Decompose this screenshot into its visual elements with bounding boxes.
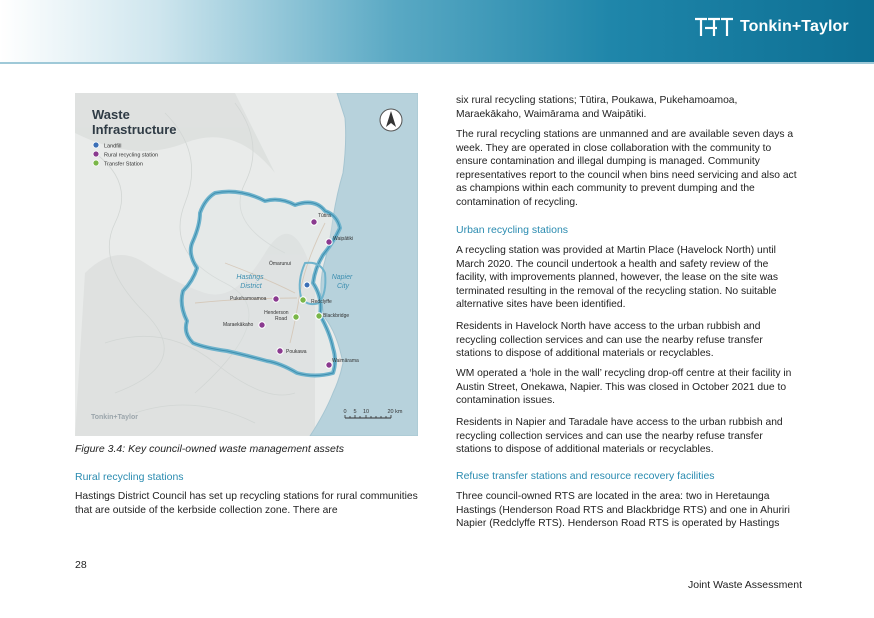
waste-infrastructure-map <box>75 93 418 436</box>
marker-tutira <box>311 219 317 225</box>
label-waimarama: Waimārama <box>332 358 359 364</box>
heading-rural-recycling: Rural recycling stations <box>75 471 184 483</box>
label-tutira: Tūtira <box>318 213 331 219</box>
label-redclyffe: Redclyffe <box>311 299 332 305</box>
label-blackbridge: Blackbridge <box>323 313 350 319</box>
paragraph-rural-unmanned: The rural recycling stations are unmanned and are available seven days a week. They are operated in close collaboration with the community to ensure contamination and illegal dumping is managed. Community representatives report to the council when bins need servicing and also act as champions within each community to prevent dumping and the contamination of recycling. <box>456 129 797 208</box>
north-arrow-icon <box>380 109 402 131</box>
paragraph-havelock-north: Residents in Havelock North have access to the urban rubbish and recycling collection services and can use the nearby refuse transfer stations to dispose of additional materials or recyclables. <box>456 321 763 359</box>
label-maraekakaho: Maraekākaho <box>223 322 254 328</box>
scale-label-5: 5 <box>353 409 357 415</box>
marker-pukehamoamoa <box>273 296 279 302</box>
heading-transfer-stations: Refuse transfer stations and resource recovery facilities <box>456 470 715 482</box>
marker-blackbridge <box>316 313 322 319</box>
paragraph-martin-place: A recycling station was provided at Martin Place (Havelock North) until March 2020. The council undertook a health and safety review of the facility, with improvements planned, however, the lease on the site was terminated resulting in the removal of the recycling station. No suitable alternative sites have been identified. <box>456 245 779 310</box>
paragraph-rural-list: six rural recycling stations; Tūtira, Poukawa, Pukehamoamoa, Maraekākaho, Waimārama and Waipātiki. <box>456 95 738 120</box>
district-label: Hastings District <box>236 274 264 290</box>
scale-label-20: 20 km <box>387 409 403 415</box>
legend-transfer: Transfer Station <box>104 161 143 168</box>
page-number: 28 <box>75 559 87 571</box>
logo-mark-icon <box>694 16 734 38</box>
marker-poukawa <box>277 348 283 354</box>
paragraph-napier-taradale: Residents in Napier and Taradale have access to the urban rubbish and recycling collection services and can use the nearby refuse transfer stations to dispose of additional materials or recyclables. <box>456 417 783 455</box>
marker-waipatiki <box>326 239 332 245</box>
paragraph-council-rts: Three council-owned RTS are located in the area: two in Heretaunga Hastings (Henderson Road RTS and Blackbridge RTS) and one in Ahuriri Napier (Redclyffe RTS). Henderson Road RTS is operated by Hastings <box>456 491 790 529</box>
label-waipatiki: Waipātiki <box>333 236 354 242</box>
scale-label-10: 10 <box>362 409 370 415</box>
label-poukawa: Poukawa <box>286 349 307 355</box>
legend-rural: Rural recycling station <box>104 152 159 159</box>
label-pukehamoamoa: Pukehamoamoa <box>230 296 267 302</box>
figure-caption: Figure 3.4: Key council-owned waste management assets <box>75 443 345 455</box>
legend-landfill: Landfill <box>104 143 122 150</box>
marker-henderson-road <box>293 314 299 320</box>
map-title-line2: Infrastructure <box>92 122 177 137</box>
footer-title: Joint Waste Assessment <box>688 579 802 591</box>
heading-urban-recycling: Urban recycling stations <box>456 224 569 236</box>
paragraph-hole-in-wall: WM operated a ‘hole in the wall’ recycling drop-off centre at their facility in Austin Street, Onekawa, Napier. This was closed in October 2021 due to contamination issues. <box>456 368 792 406</box>
marker-redclyffe <box>300 297 306 303</box>
label-henderson-road: Henderson Road <box>264 310 289 322</box>
map-title-line1: Waste <box>92 107 130 122</box>
scale-label-0: 0 <box>343 409 347 415</box>
city-label: Napier City <box>331 274 353 290</box>
marker-maraekakaho <box>259 322 265 328</box>
header-rule <box>0 62 874 64</box>
brand-logo <box>694 14 849 40</box>
brand-name: Tonkin+Taylor <box>740 18 849 35</box>
label-omarunui: Ōmarunui <box>269 261 291 267</box>
map-watermark: Tonkin+Taylor <box>91 414 138 421</box>
paragraph-rural-intro: Hastings District Council has set up recycling stations for rural communities that are outside of the kerbside collection zone. There are <box>75 491 418 516</box>
marker-omarunui <box>304 282 310 288</box>
